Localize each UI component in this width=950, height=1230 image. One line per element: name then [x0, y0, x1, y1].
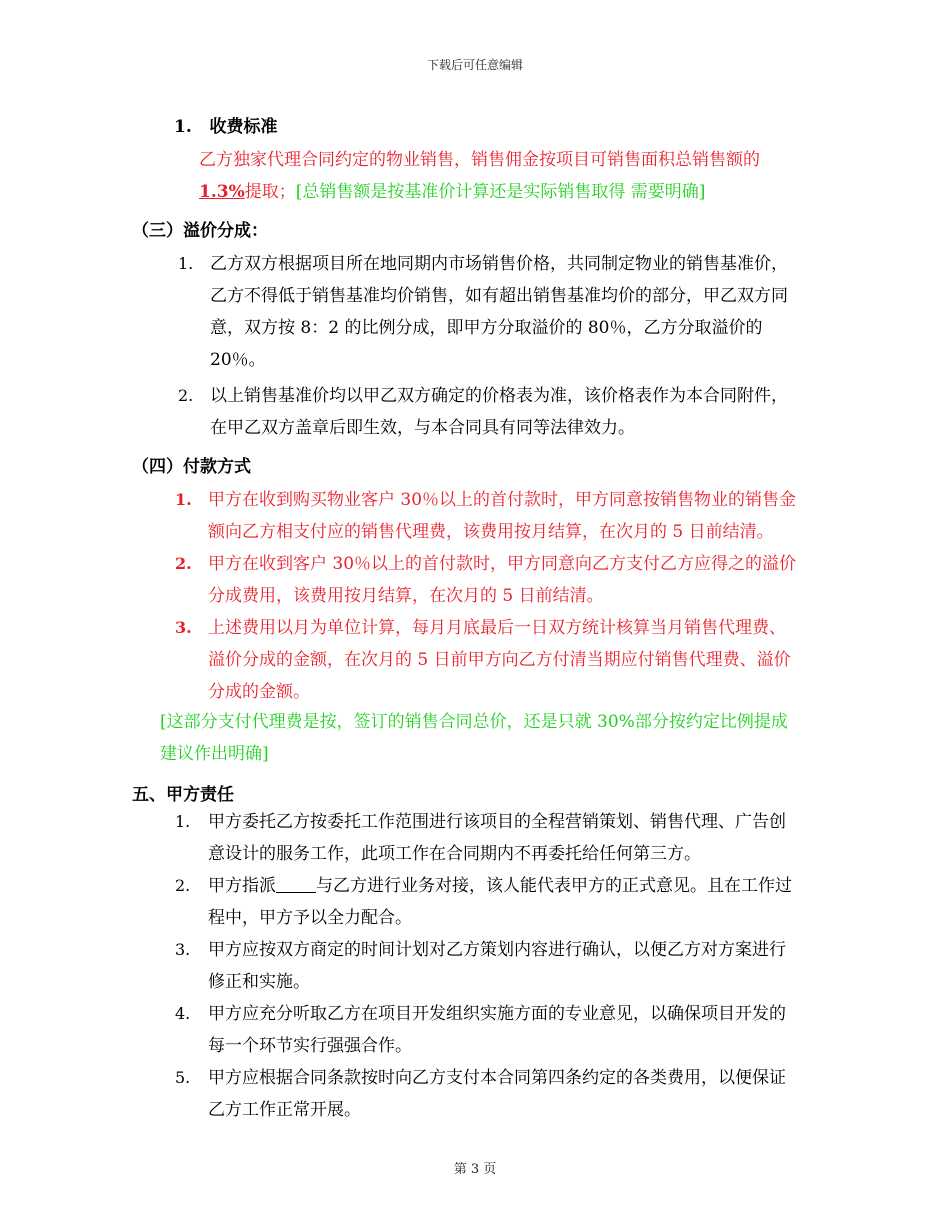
s4-item2 — [208, 548, 796, 612]
s4-item3-number: 3. — [175, 618, 192, 637]
fee-body — [199, 144, 760, 208]
fee-heading — [174, 112, 278, 137]
s5-item3 — [208, 934, 786, 998]
s3-item1 — [210, 248, 788, 376]
s5-item4-line: 甲方应充分听取乙方在项目开发组织实施方面的专业意见，以确保项目开发的 — [208, 1004, 786, 1024]
s4-item2-number: 2. — [175, 554, 192, 573]
s3-item1-line: 20％。 — [210, 350, 266, 370]
fee-heading-number: 1. — [174, 117, 192, 137]
page-footer: 第 3 页 — [453, 1162, 497, 1177]
s5-item3-number: 3. — [175, 940, 191, 959]
s4-note-line: 建议作出明确] — [160, 744, 269, 764]
fee-rate: 1.3% — [199, 182, 245, 202]
s5-item5-number: 5. — [175, 1068, 191, 1087]
s4-item1-line: 额向乙方相支付应的销售代理费，该费用按月结算，在次月的 5 日前结清。 — [208, 522, 774, 542]
s3-item2-line: 以上销售基准价均以甲乙双方确定的价格表为准，该价格表作为本合同附件， — [210, 386, 788, 406]
s3-item2-number: 2. — [178, 386, 194, 405]
s4-note — [160, 706, 788, 770]
fee-note: [总销售额是按基准价计算还是实际销售取得 需要明确] — [295, 182, 706, 202]
s5-item2-number: 2. — [175, 876, 191, 895]
s5-item1-line: 意设计的服务工作，此项工作在合同期内不再委托给任何第三方。 — [208, 844, 701, 864]
s4-item3 — [208, 612, 791, 708]
section-3-heading: （三）溢价分成： — [132, 221, 268, 241]
fee-tail: 提取； — [244, 182, 296, 202]
s5-item5-line: 甲方应根据合同条款按时向乙方支付本合同第四条约定的各类费用，以便保证 — [208, 1068, 786, 1088]
s4-item1-line: 甲方在收到购买物业客户 30％以上的首付款时，甲方同意按销售物业的销售金 — [208, 490, 797, 510]
s5-item3-line: 甲方应按双方商定的时间计划对乙方策划内容进行确认，以便乙方对方案进行 — [208, 940, 786, 960]
s5-item2-text: 甲方指派 — [208, 876, 276, 896]
s3-item1-line: 乙方不得低于销售基准均价销售，如有超出销售基准均价的部分，甲乙双方同 — [210, 286, 788, 306]
s4-item3-line: 分成的金额。 — [208, 682, 310, 702]
s3-item2 — [210, 380, 788, 444]
fee-heading-title: 收费标准 — [209, 117, 278, 137]
section-5-heading: 五、甲方责任 — [132, 785, 234, 805]
s5-item1 — [208, 806, 786, 870]
section-4-heading: （四）付款方式 — [132, 457, 251, 477]
s5-item1-line: 甲方委托乙方按委托工作范围进行该项目的全程营销策划、销售代理、广告创 — [208, 812, 786, 832]
designee-blank — [276, 874, 316, 893]
s5-item1-number: 1. — [175, 812, 191, 831]
s4-note-line: [这部分支付代理费是按，签订的销售合同总价，还是只就 30%部分按约定比例提成 — [160, 712, 788, 732]
s5-item2-text: 与乙方进行业务对接，该人能代表甲方的正式意见。且在工作过 — [316, 876, 792, 896]
s4-item2-line: 甲方在收到客户 30％以上的首付款时，甲方同意向乙方支付乙方应得之的溢价 — [208, 554, 797, 574]
s4-item1 — [208, 484, 796, 548]
s4-item3-line: 溢价分成的金额，在次月的 5 日前甲方向乙方付清当期应付销售代理费、溢价 — [208, 650, 791, 670]
s5-item5-line: 乙方工作正常开展。 — [208, 1100, 361, 1120]
s5-item2 — [208, 870, 792, 934]
page-header: 下载后可任意编辑 — [426, 58, 523, 72]
s3-item1-number: 1. — [178, 254, 194, 273]
fee-body-line: 乙方独家代理合同约定的物业销售，销售佣金按项目可销售面积总销售额的 — [199, 150, 760, 170]
s5-item4-number: 4. — [175, 1004, 191, 1023]
s5-item4-line: 每一个环节实行强强合作。 — [208, 1036, 412, 1056]
s4-item1-number: 1. — [175, 490, 192, 509]
s3-item1-line: 意，双方按 8：2 的比例分成，即甲方分取溢价的 80％，乙方分取溢价的 — [210, 318, 763, 338]
s5-item2-line: 程中，甲方予以全力配合。 — [208, 908, 412, 928]
s3-item1-line: 乙方双方根据项目所在地同期内市场销售价格，共同制定物业的销售基准价， — [210, 254, 788, 274]
s3-item2-line: 在甲乙双方盖章后即生效，与本合同具有同等法律效力。 — [210, 418, 635, 438]
s4-item3-line: 上述费用以月为单位计算，每月月底最后一日双方统计核算当月销售代理费、 — [208, 618, 786, 638]
s5-item3-line: 修正和实施。 — [208, 972, 310, 992]
s4-item2-line: 分成费用，该费用按月结算，在次月的 5 日前结清。 — [208, 586, 604, 606]
s5-item5 — [208, 1062, 786, 1126]
s5-item4 — [208, 998, 786, 1062]
